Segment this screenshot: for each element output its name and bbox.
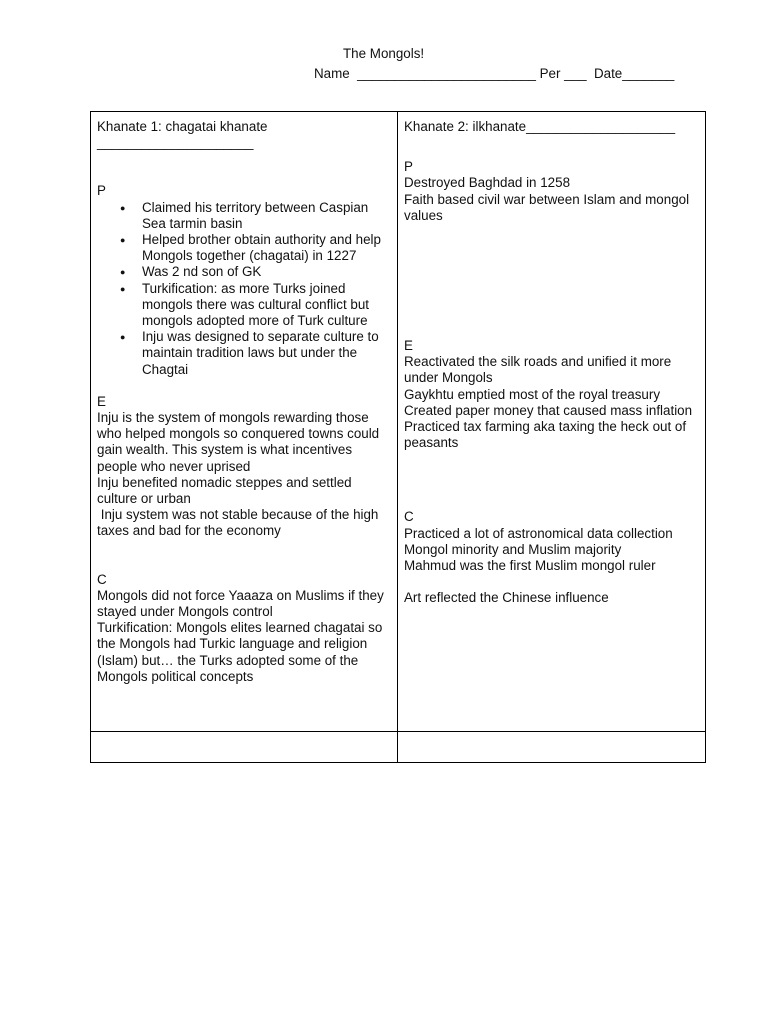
- khanate-1-e-line: Inju is the system of mongols rewarding those who helped mongols so conquered towns could gain wealth. This system is what incentives people who never uprised: [97, 410, 380, 474]
- khanate-1-e-line: Inju system was not stable because of the high taxes and bad for the economy: [97, 507, 383, 539]
- empty-cell-right: [398, 732, 706, 763]
- khanate-2-c-line: Mongol minority and Muslim majority: [404, 541, 622, 557]
- khanate-1-c-label: C: [97, 571, 107, 587]
- khanate-2-e-line: Created paper money that caused mass inflation: [404, 402, 693, 418]
- empty-table-row: [91, 732, 706, 763]
- khanate-2-e-line: Practiced tax farming aka taxing the heck out of peasants: [404, 419, 687, 451]
- khanate-2-cell: [398, 112, 706, 732]
- empty-cell-left: [91, 732, 398, 763]
- table-row: [91, 112, 706, 732]
- list-item: ● Helped brother obtain authority and help Mongols together (chagatai) in 1227: [142, 232, 391, 264]
- khanate-2-e-label: E: [404, 338, 413, 354]
- khanate-1-e-line: Inju benefited nomadic steppes and settled culture or urban: [97, 474, 352, 507]
- page-title: The Mongols!: [343, 46, 425, 61]
- khanate-1-p-list: [97, 200, 391, 378]
- khanate-2-e-line: Reactivated the silk roads and unified it more under Mongols: [404, 354, 672, 386]
- khanate-2-c-line: Mahmud was the first Muslim mongol ruler: [404, 558, 656, 574]
- khanate-2-p-line: Faith based civil war between Islam and mongol values: [404, 191, 690, 223]
- khanate-2-c-line: Practiced a lot of astronomical data collection: [404, 525, 673, 541]
- khanate-2-p-line: Destroyed Baghdad in 1258: [404, 175, 571, 191]
- khanate-1-heading-blank: _____________________: [97, 135, 254, 151]
- khanate-1-c-line: Mongols did not force Yaaaza on Muslims if they stayed under Mongols control: [97, 587, 384, 620]
- khanate-1-heading: Khanate 1: chagatai khanate: [97, 119, 268, 134]
- khanate-table: [90, 111, 706, 763]
- khanate-2-c-extra: Art reflected the Chinese influence: [404, 590, 609, 606]
- list-item: ● Turkification: as more Turks joined mongols there was cultural conflict but mongols adopted more of Turk culture: [142, 281, 391, 330]
- list-item: ● Claimed his territory between Caspian Sea tarmin basin: [142, 200, 391, 232]
- khanate-2-p-label: P: [404, 159, 413, 175]
- khanate-2-c-label: C: [404, 509, 414, 525]
- list-item: ● Inju was designed to separate culture to maintain tradition laws but under the Chagtai: [142, 329, 391, 378]
- list-item: ● Was 2 nd son of GK: [142, 264, 391, 280]
- khanate-2-e-line: Gaykhtu emptied most of the royal treasury: [404, 386, 661, 402]
- khanate-1-e-label: E: [97, 393, 106, 409]
- khanate-2-heading: Khanate 2: ilkhanate____________________: [404, 119, 676, 134]
- khanate-1-cell: [91, 112, 398, 732]
- khanate-1-p-label: P: [97, 183, 106, 199]
- khanate-1-c-line: Turkification: Mongols elites learned chagatai so the Mongols had Turkic language and religion (Islam) but… the Turks adopted some of the Mongols political concepts: [97, 620, 383, 684]
- name-period-date-line: Name ________________________ Per ___ Date_______: [314, 66, 675, 81]
